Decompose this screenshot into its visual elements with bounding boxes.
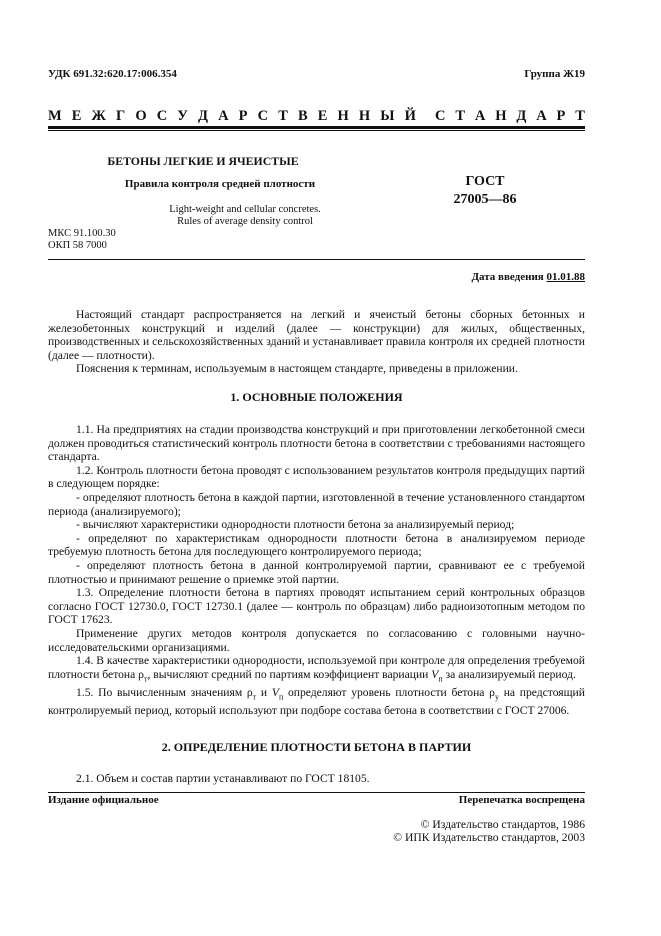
banner-letter: В — [297, 108, 308, 124]
document-title: БЕТОНЫ ЛЕГКИЕ И ЯЧЕИСТЫЕ — [107, 154, 299, 168]
document-subtitle: Правила контроля средней плотности — [124, 178, 316, 190]
banner-letter: С — [435, 108, 446, 124]
list-item: - определяют плотность бетона в каждой партии, изготовленной в течение установленного стандартом периода (анализируемого); — [48, 490, 585, 518]
banner-letter: О — [135, 108, 147, 124]
symbol-v: V — [431, 667, 439, 681]
symbol-rho: ρ — [489, 685, 495, 699]
section-2-title: 2. ОПРЕДЕЛЕНИЕ ПЛОТНОСТИ БЕТОНА В ПАРТИИ — [161, 740, 472, 754]
group-code: Группа Ж19 — [524, 68, 585, 80]
banner-letter: Ы — [380, 108, 395, 124]
gost-label: ГОСТ — [465, 174, 505, 189]
banner-letter: Д — [198, 108, 208, 124]
section-1-body — [48, 423, 585, 717]
banner-letter: Е — [317, 108, 328, 124]
clause-1-5-text: на предстоящий контролируемый период, который используют при подборе состава бетона в соответствии с ГОСТ 27006. — [48, 685, 585, 717]
subscript-p: п — [278, 691, 284, 701]
banner-letter: А — [474, 108, 486, 124]
udk-code: УДК 691.32:620.17:006.354 — [48, 68, 177, 80]
banner-rule-thin — [48, 130, 585, 131]
list-item: - вычисляют характеристики однородности плотности бетона за анализируемый период; — [76, 518, 515, 532]
symbol-rho: ρ — [246, 685, 253, 699]
footer-rule — [48, 792, 585, 793]
banner-letter: С — [156, 108, 168, 124]
banner-letter: С — [257, 108, 269, 124]
english-title-1: Light-weight and cellular concretes. — [169, 204, 321, 215]
subscript-t: т — [143, 674, 148, 683]
clause-1-4 — [48, 654, 585, 686]
clause-1-2: 1.2. Контроль плотности бетона проводят с использованием результатов контроля предыдущих партий в следующем порядке: — [48, 463, 585, 491]
banner-word-standart — [435, 108, 585, 125]
clause-1-1: 1.1. На предприятиях на стадии производства конструкций и при приготовлении легкобетонной смеси должен проводиться статистический контроль плотности бетона в соответствии с требованиями настоящего стандарта. — [48, 423, 585, 464]
okp-code: ОКП 58 7000 — [48, 240, 107, 251]
subscript-p: п — [438, 674, 443, 683]
banner-letter: Р — [556, 108, 566, 124]
copyright-2003: © ИПК Издательство стандартов, 2003 — [393, 831, 585, 844]
section-1-title: 1. ОСНОВНЫЕ ПОЛОЖЕНИЯ — [230, 390, 403, 404]
clause-1-5-text: и — [256, 685, 272, 699]
intro-block — [48, 308, 585, 376]
banner-word-mezhgosudarstvenny — [48, 108, 416, 125]
banner-letter: Т — [575, 108, 585, 124]
banner-letter: Н — [358, 108, 371, 124]
intro-paragraph: Пояснения к терминам, используемым в настоящем стандарте, приведены в приложении. — [76, 362, 518, 376]
banner-letter: Н — [337, 108, 349, 124]
clause-1-3-note: Применение других методов контроля допускается по согласованию с головными научно-исследовательскими организациями. — [48, 626, 585, 654]
banner-letter: Т — [455, 108, 466, 124]
clause-2-1: 2.1. Объем и состав партии устанавливают по ГОСТ 18105. — [76, 772, 370, 785]
list-item: - определяют по характеристикам однородности плотности бетона в анализируемом периоде требуемую плотность бетона для последующего контролируемого периода; — [48, 531, 585, 559]
subscript-t: т — [252, 691, 257, 701]
title-divider — [48, 259, 585, 260]
symbol-v: V — [271, 685, 279, 699]
clause-1-4-text: 1.4. В качестве характеристики однородности, используемой при контроле для определения требуемой плотности бетона — [48, 654, 585, 681]
reprint-prohibited: Перепечатка воспрещена — [458, 794, 585, 806]
banner-letter: Т — [278, 108, 288, 124]
banner-letter: Р — [238, 108, 248, 124]
effective-date — [471, 271, 585, 283]
clause-1-4-text: за анализируемый период. — [442, 667, 576, 681]
clause-1-3: 1.3. Определение плотности бетона в партиях проводят испытанием серий контрольных образцов согласно ГОСТ 12730.0, ГОСТ 12730.1 (далее — контроль по образцам) либо радиоизотопным методом по ГОСТ 17623. — [48, 586, 585, 627]
effective-date-label: Дата введения — [471, 271, 544, 283]
clause-1-5-text: определяют уровень плотности бетона — [283, 685, 490, 699]
clause-1-5-text: 1.5. По вычисленным значениям — [76, 685, 247, 699]
banner-letter: Г — [115, 108, 126, 124]
banner-letter: У — [177, 108, 188, 124]
banner-letter: А — [218, 108, 229, 124]
interstate-standard-banner — [48, 108, 585, 125]
clause-1-4-text: , вычисляют средний по партиям коэффициент вариации — [147, 667, 432, 681]
intro-paragraph: Настоящий стандарт распространяется на легкий и ячеистый бетоны сборных бетонных и железобетонных конструкций и изделий (далее — конструкции) для жилых, общественных, производственных и сельскохозяйственных зданий и устанавливает правила контроля их средней плотности (далее — плотности). — [48, 308, 585, 362]
official-edition: Издание официальное — [48, 794, 159, 806]
english-title-2: Rules of average density control — [177, 216, 313, 227]
banner-letter: М — [48, 108, 62, 124]
banner-letter: Й — [404, 108, 416, 124]
banner-letter: Н — [495, 108, 507, 124]
banner-letter: Е — [71, 108, 82, 124]
symbol-rho: ρ — [138, 667, 144, 681]
banner-letter: Ж — [91, 108, 106, 124]
clause-1-5 — [48, 686, 585, 718]
banner-letter: Д — [516, 108, 527, 124]
copyright-1986: © Издательство стандартов, 1986 — [420, 818, 585, 831]
effective-date-value: 01.01.88 — [546, 271, 585, 283]
mks-code: МКС 91.100.30 — [48, 228, 116, 239]
subscript-y: у — [494, 691, 499, 701]
gost-number: 27005—86 — [453, 192, 517, 207]
banner-rule-thick — [48, 126, 585, 129]
list-item: - определяют плотность бетона в данной контролируемой партии, сравнивают ее с требуемой плотностью и принимают решение о приемке этой партии. — [48, 558, 585, 586]
banner-letter: А — [536, 108, 547, 124]
